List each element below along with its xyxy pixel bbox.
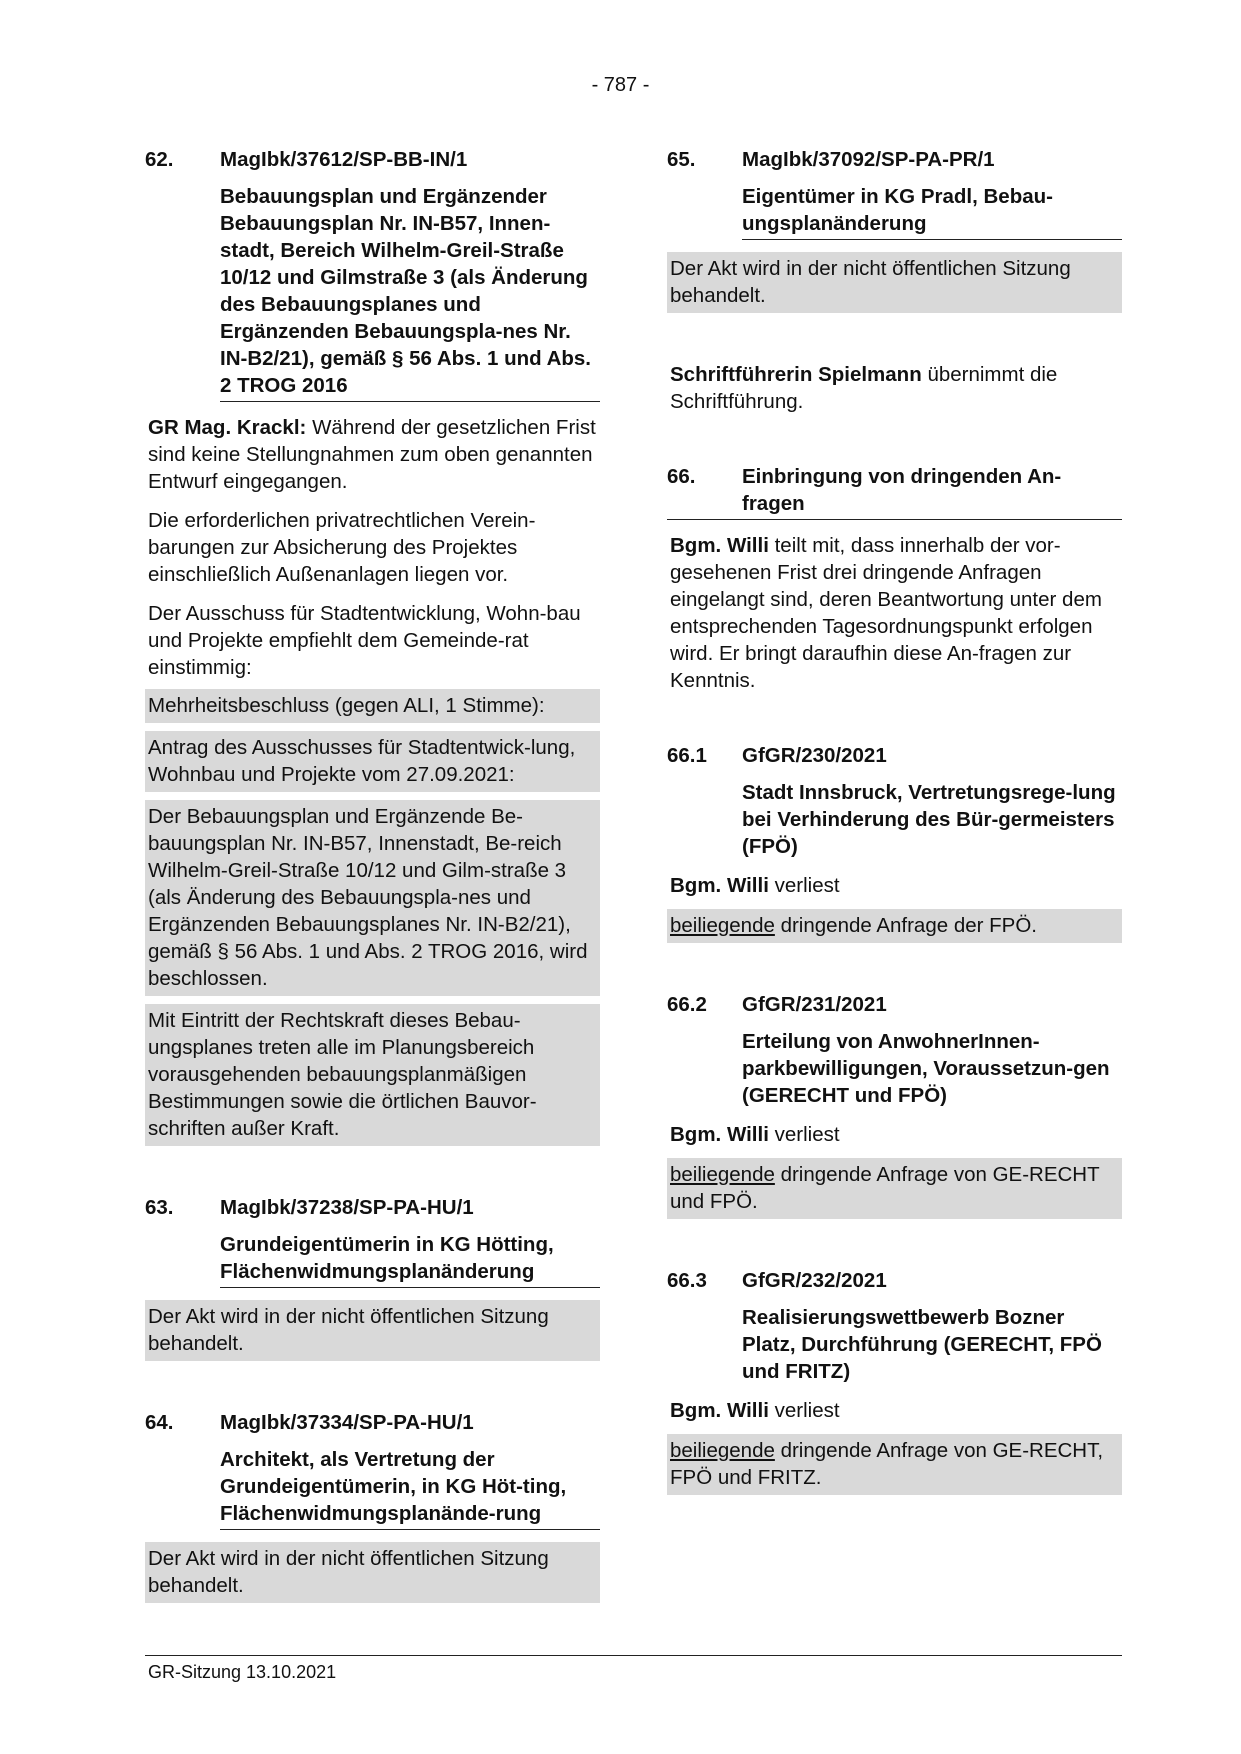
speaker-name: Bgm. Willi [670, 1399, 769, 1422]
item-title: Erteilung von AnwohnerInnen-parkbewilligungen, Voraussetzun-gen (GERECHT und FPÖ) [742, 1030, 1110, 1107]
decision-motion: Antrag des Ausschusses für Stadtentwick-lung, Wohnbau und Projekte vom 27.09.2021: [145, 723, 600, 792]
secretary-note [667, 361, 1122, 415]
non-public-note: Der Akt wird in der nicht öffentlichen Sitzung behandelt. [667, 252, 1122, 313]
reading-note [667, 1397, 1122, 1424]
page-number: - 787 - [591, 74, 650, 96]
attachment-text: dringende Anfrage von GE-RECHT und FPÖ. [670, 1163, 1100, 1213]
item-number: 66.1 [667, 744, 707, 767]
item-number: 66.3 [667, 1269, 707, 1292]
right-column [667, 146, 1122, 1495]
item-title: Einbringung von dringenden An-fragen [742, 465, 1062, 515]
attachment-link[interactable]: beiliegende [670, 1163, 775, 1186]
item-header [667, 1267, 1122, 1294]
item-header [667, 991, 1122, 1018]
speaker-name: Bgm. Willi [670, 1123, 769, 1146]
speaker-statement [667, 532, 1122, 694]
speaker-name: Bgm. Willi [670, 534, 769, 557]
agenda-item-66-3 [667, 1267, 1122, 1495]
speaker-name: Bgm. Willi [670, 874, 769, 897]
paragraph: Die erforderlichen privatrechtlichen Verein-barungen zur Absicherung des Projektes einschließlich Außenanlagen liegen vor. [148, 509, 536, 586]
reading-verb: verliest [774, 874, 840, 897]
item-title: Realisierungswettbewerb Bozner Platz, Durchführung (GERECHT, FPÖ und FRITZ) [742, 1306, 1102, 1383]
left-column [145, 146, 600, 1603]
attachment-link[interactable]: beiliegende [670, 1439, 775, 1462]
item-code: GfGR/230/2021 [742, 744, 887, 767]
reading-note [667, 872, 1122, 899]
item-code: MagIbk/37238/SP-PA-HU/1 [220, 1196, 474, 1219]
item-code: MagIbk/37612/SP-BB-IN/1 [220, 148, 468, 171]
agenda-item-66-2 [667, 991, 1122, 1219]
non-public-note: Der Akt wird in der nicht öffentlichen Sitzung behandelt. [145, 1300, 600, 1361]
speaker-name: GR Mag. Krackl: [148, 416, 307, 439]
item-number: 66. [667, 465, 696, 488]
item-number: 64. [145, 1411, 174, 1434]
item-header [145, 1194, 600, 1221]
item-code: GfGR/232/2021 [742, 1269, 887, 1292]
attachment-note [667, 1434, 1122, 1495]
decision-block [145, 689, 600, 1146]
item-header [667, 146, 1122, 173]
agenda-item-65 [667, 146, 1122, 313]
non-public-note: Der Akt wird in der nicht öffentlichen Sitzung behandelt. [145, 1542, 600, 1603]
secretary-name: Schriftführerin Spielmann [670, 363, 922, 386]
footer-session-date: GR-Sitzung 13.10.2021 [148, 1662, 337, 1682]
item-header [145, 1409, 600, 1436]
agenda-item-66 [667, 463, 1122, 694]
agenda-item-63 [145, 1194, 600, 1361]
reading-note [667, 1121, 1122, 1148]
attachment-link[interactable]: beiliegende [670, 914, 775, 937]
decision-result: Mehrheitsbeschluss (gegen ALI, 1 Stimme): [148, 694, 545, 717]
item-header [667, 742, 1122, 769]
agenda-item-64 [145, 1409, 600, 1603]
attachment-text: dringende Anfrage der FPÖ. [780, 914, 1037, 937]
item-code: MagIbk/37092/SP-PA-PR/1 [742, 148, 995, 171]
item-code: GfGR/231/2021 [742, 993, 887, 1016]
reading-verb: verliest [774, 1399, 840, 1422]
attachment-note [667, 909, 1122, 943]
decision-text: Der Bebauungsplan und Ergänzende Be-bauungsplan Nr. IN-B57, Innenstadt, Be-reich Wilhelm-Greil-Straße 10/12 und Gilm-straße 3 (als Änderung des Bebauungspla-nes und Ergänzenden Bebauungsplanes Nr. IN-B2/21), gemäß § 56 Abs. 1 und Abs. 2 TROG 2016, wird beschlossen. [145, 792, 600, 996]
statement-text: Während der gesetzlichen Frist sind keine Stellungnahmen zum oben genannten Entwurf eingegangen. [148, 416, 596, 493]
statement-text: teilt mit, dass innerhalb der vor-gesehenen Frist drei dringende Anfragen eingelangt sind, deren Beantwortung unter dem entsprechenden Tagesordnungspunkt erfolgen wird. Er bringt daraufhin diese An-fragen zur Kenntnis. [670, 534, 1102, 692]
item-header [145, 146, 600, 173]
item-title: Eigentümer in KG Pradl, Bebau-ungsplanänderung [742, 183, 1122, 240]
item-title: Grundeigentümerin in KG Hötting, Flächenwidmungsplanänderung [220, 1231, 600, 1288]
item-number: 65. [667, 148, 696, 171]
item-number: 66.2 [667, 993, 707, 1016]
item-number: 63. [145, 1196, 174, 1219]
item-number: 62. [145, 148, 174, 171]
reading-verb: verliest [774, 1123, 840, 1146]
footer-divider [145, 1655, 1122, 1656]
agenda-item-62 [145, 146, 600, 1146]
item-header [667, 463, 1122, 520]
item-code: MagIbk/37334/SP-PA-HU/1 [220, 1411, 474, 1434]
speaker-statement [145, 414, 600, 495]
agenda-item-66-1 [667, 742, 1122, 943]
attachment-note [667, 1158, 1122, 1219]
decision-text: Mit Eintritt der Rechtskraft dieses Bebau-ungsplanes treten alle im Planungsbereich vorausgehenden bebauungsplanmäßigen Bestimmungen sowie die örtlichen Bauvor-schriften außer Kraft. [145, 996, 600, 1146]
item-title: Architekt, als Vertretung der Grundeigentümerin, in KG Höt-ting, Flächenwidmungsplanände-rung [220, 1446, 600, 1530]
item-title: Stadt Innsbruck, Vertretungsrege-lung bei Verhinderung des Bür-germeisters (FPÖ) [742, 781, 1116, 858]
secretary-text: übernimmt die Schriftführung. [670, 363, 1058, 413]
attachment-text: dringende Anfrage von GE-RECHT, FPÖ und FRITZ. [670, 1439, 1104, 1489]
item-title: Bebauungsplan und Ergänzender Bebauungsplan Nr. IN-B57, Innen-stadt, Bereich Wilhelm-Greil-Straße 10/12 und Gilmstraße 3 (als Änderung des Bebauungsplanes und Ergänzenden Bebauungspla-nes Nr. IN-B2/21), gemäß § 56 Abs. 1 und Abs. 2 TROG 2016 [220, 183, 600, 402]
paragraph: Der Ausschuss für Stadtentwicklung, Wohn-bau und Projekte empfiehlt dem Gemeinde-rat einstimmig: [148, 602, 581, 679]
